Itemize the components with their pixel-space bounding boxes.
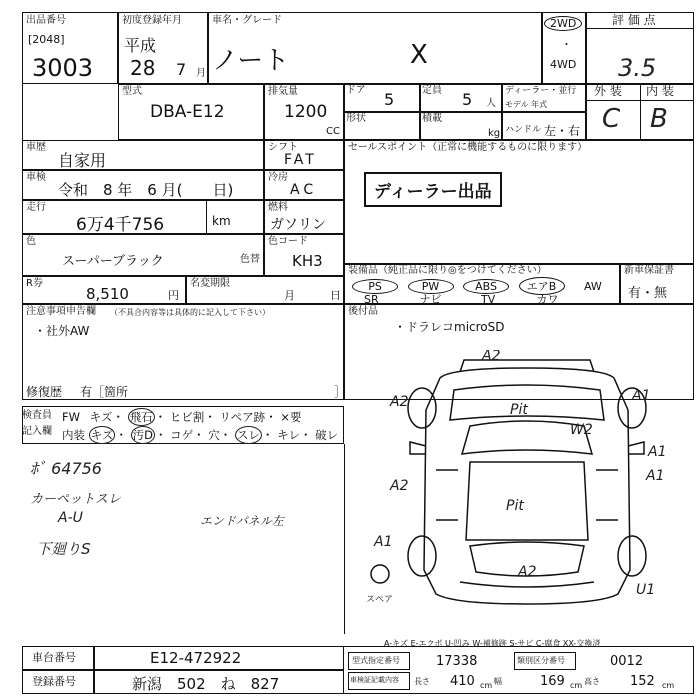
inspector-row2: 内装 キズ ・ 汚D ・ コゲ・ 穴・ スレ ・ キレ・ 破レ <box>62 428 339 442</box>
recycle-label: R券 <box>26 278 43 289</box>
capacity-label: 定員 <box>422 85 442 96</box>
displacement-value: 1200 <box>284 102 328 122</box>
yen-unit: 円 <box>168 289 179 302</box>
reg-month: 7 <box>176 60 187 79</box>
cc-unit: CC <box>326 126 340 137</box>
door-label: ドア <box>346 85 366 96</box>
history-label: 車歴 <box>26 142 46 153</box>
ext-int-hline <box>586 100 694 101</box>
mark-w2: W2 <box>570 422 593 438</box>
car-name: ノート <box>212 46 290 76</box>
equip-ps: PS <box>352 279 398 294</box>
type-desig-label: 型式指定番号 <box>352 656 400 665</box>
door-value: 5 <box>384 90 395 109</box>
color-value: スーパーブラック <box>62 254 164 269</box>
ac-value: AC <box>290 182 318 198</box>
recycle-value: 8,510 <box>86 285 129 303</box>
colorcode-value: KH3 <box>292 252 323 270</box>
shape-label: 形状 <box>346 113 366 124</box>
mark-a1-r-door: A1 <box>648 444 667 460</box>
ac-label: 冷房 <box>268 172 288 183</box>
name-change-label: 名変期限 <box>190 278 230 289</box>
reg-value: 新潟 502 ね 827 <box>132 675 280 693</box>
warranty-label: 新車保証書 <box>624 265 674 276</box>
warranty-value: 有・無 <box>628 286 668 301</box>
model-value: DBA-E12 <box>150 102 225 122</box>
km-unit: km <box>212 214 231 228</box>
equipment-label: 装備品（純正品に限り◎をつけてください） <box>348 265 547 276</box>
inspector-row1: FW キズ・ 飛石 ・ ヒビ割・ リペア跡・ ×要 <box>62 410 302 424</box>
mark-u1-rr: U1 <box>636 582 656 598</box>
notes-label: 注意事項申告欄 <box>26 306 96 317</box>
inspection-value: 令和 8 年 6 月( 日) <box>58 181 234 199</box>
month-unit: 月 <box>196 68 206 79</box>
repair-end: ］ <box>334 385 347 399</box>
hw-line3: A-U <box>58 510 83 526</box>
repaint-label: 色替 <box>240 254 260 265</box>
width-value: 169 <box>540 674 565 689</box>
person-unit: 人 <box>486 98 496 109</box>
dealer-label: ディーラー・並行 <box>505 86 577 96</box>
notes-sub: （不具合内容等は具体的に記入して下さい） <box>110 308 270 317</box>
first-reg-label: 初度登録年月 <box>122 15 182 26</box>
lot-sub: [2048] <box>28 33 65 46</box>
mark-a2-l-door: A2 <box>390 478 409 494</box>
mark-a2-rear: A2 <box>518 564 537 580</box>
mark-pit-hood: Pit <box>510 402 528 418</box>
class-label: 類別区分番号 <box>517 656 565 665</box>
equip-leather: カワ <box>536 293 559 306</box>
eval-label: 評 価 点 <box>612 13 656 27</box>
damage-legend: A-キズ E-エクボ U-凹み W-補修跡 S-サビ C-腐食 XX-交換済 <box>384 639 601 648</box>
damage-diagram <box>360 350 694 620</box>
inspector-label1: 検査員 <box>22 410 52 421</box>
lot-number: 3003 <box>32 54 94 82</box>
selling-stamp: ディーラー出品 <box>364 172 502 207</box>
equip-aw: AW <box>584 280 602 293</box>
stone-chip-circled: 飛石 <box>129 410 153 424</box>
colorcode-label: 色コード <box>268 236 308 247</box>
mileage-label: 走行 <box>26 202 46 213</box>
hw-line5: 下廻りS <box>36 540 91 558</box>
mark-a2-fl: A2 <box>390 394 409 410</box>
hw-line4: エンドパネル左 <box>200 514 284 528</box>
drive-4wd: 4WD <box>550 58 577 71</box>
drive-dot: ・ <box>561 38 572 51</box>
name-label: 車名・グレード <box>212 15 282 26</box>
scratch-circled: キズ <box>90 428 114 442</box>
equip-sr: SR <box>364 293 379 306</box>
reg-year: 28 <box>130 56 156 80</box>
load-label: 積載 <box>422 113 442 124</box>
wear-circled: スレ <box>236 428 260 442</box>
hw-line2: カーペットスレ <box>30 492 121 507</box>
fuel-value: ガソリン <box>270 217 326 233</box>
class-value: 0012 <box>610 654 644 669</box>
mark-a2-front: A2 <box>482 350 501 364</box>
width-unit: cm <box>570 681 583 690</box>
hw-line1: ﾎﾞ 64756 <box>30 459 102 478</box>
history-value: 自家用 <box>58 151 107 170</box>
era: 平成 <box>124 36 157 55</box>
reg-label: 登録番号 <box>32 675 76 688</box>
eval-score: 3.5 <box>618 54 657 82</box>
type-desig-value: 17338 <box>436 654 478 669</box>
displacement-label: 排気量 <box>268 86 298 97</box>
equip-abs: ABS <box>463 279 509 294</box>
shift-value: FAT <box>284 152 317 168</box>
equip-airbag: エアB <box>519 277 565 295</box>
lot-label: 出品番号 <box>26 15 66 26</box>
equip-pw: PW <box>408 279 454 294</box>
ext-label: 外 装 <box>594 84 622 98</box>
shift-label: シフト <box>268 142 298 153</box>
model-label: 型式 <box>122 86 142 97</box>
color-label: 色 <box>26 236 36 247</box>
ext-grade: C <box>602 104 621 134</box>
repair-value: 有［箇所 <box>80 385 129 399</box>
km-divider <box>206 200 207 234</box>
mark-a1-fr: A1 <box>632 388 651 404</box>
mileage-value: 6万4千756 <box>76 215 165 235</box>
aftermarket-value: ・ドラレコmicroSD <box>394 320 505 334</box>
length-label: 長さ <box>414 677 430 686</box>
aftermarket-label: 後付品 <box>348 306 378 317</box>
capacity-value: 5 <box>462 90 473 109</box>
fuel-label: 燃料 <box>268 202 288 213</box>
car-grade: X <box>410 40 428 70</box>
notes-value: ・社外AW <box>34 324 90 338</box>
mark-a1-r-rear: A1 <box>646 468 665 484</box>
handle-label: ハンドル <box>505 125 542 135</box>
height-unit: cm <box>662 681 675 690</box>
length-value: 410 <box>450 674 475 689</box>
inspection-label: 車検 <box>26 172 46 183</box>
inspector-label2: 記入欄 <box>22 426 52 437</box>
equip-navi: ナビ <box>419 293 442 306</box>
model-year-label: モデル 年式 <box>505 100 548 109</box>
name-change-day: 日 <box>330 289 341 302</box>
height-value: 152 <box>630 674 655 689</box>
equip-tv: TV <box>481 293 496 306</box>
kg-unit: kg <box>488 128 501 139</box>
chassis-label: 車台番号 <box>32 651 76 664</box>
spare-label: スペア <box>366 595 394 605</box>
int-label: 内 装 <box>646 84 674 98</box>
repair-label: 修復歴 <box>26 385 63 399</box>
ext-int-divider <box>640 84 641 140</box>
mark-a1-rl: A1 <box>374 534 393 550</box>
chassis-value: E12-472922 <box>150 649 242 667</box>
handle-value: 左・右 <box>544 124 581 138</box>
width-label: 幅 <box>494 677 502 686</box>
selling-label: セールスポイント（正常に機能するものに限ります） <box>348 142 588 153</box>
cert-label: 車検証記載内容 <box>350 676 399 684</box>
handwritten-divider <box>344 444 345 634</box>
eval-divider <box>586 28 694 29</box>
length-unit: cm <box>480 681 493 690</box>
height-label: 高さ <box>584 677 600 686</box>
notes-box <box>22 304 347 400</box>
name-change-month: 月 <box>284 289 295 302</box>
stain-circled: 汚D <box>132 428 153 442</box>
mark-pit-roof: Pit <box>506 498 524 514</box>
drive-2wd: 2WD <box>544 16 582 31</box>
int-grade: B <box>650 104 668 134</box>
